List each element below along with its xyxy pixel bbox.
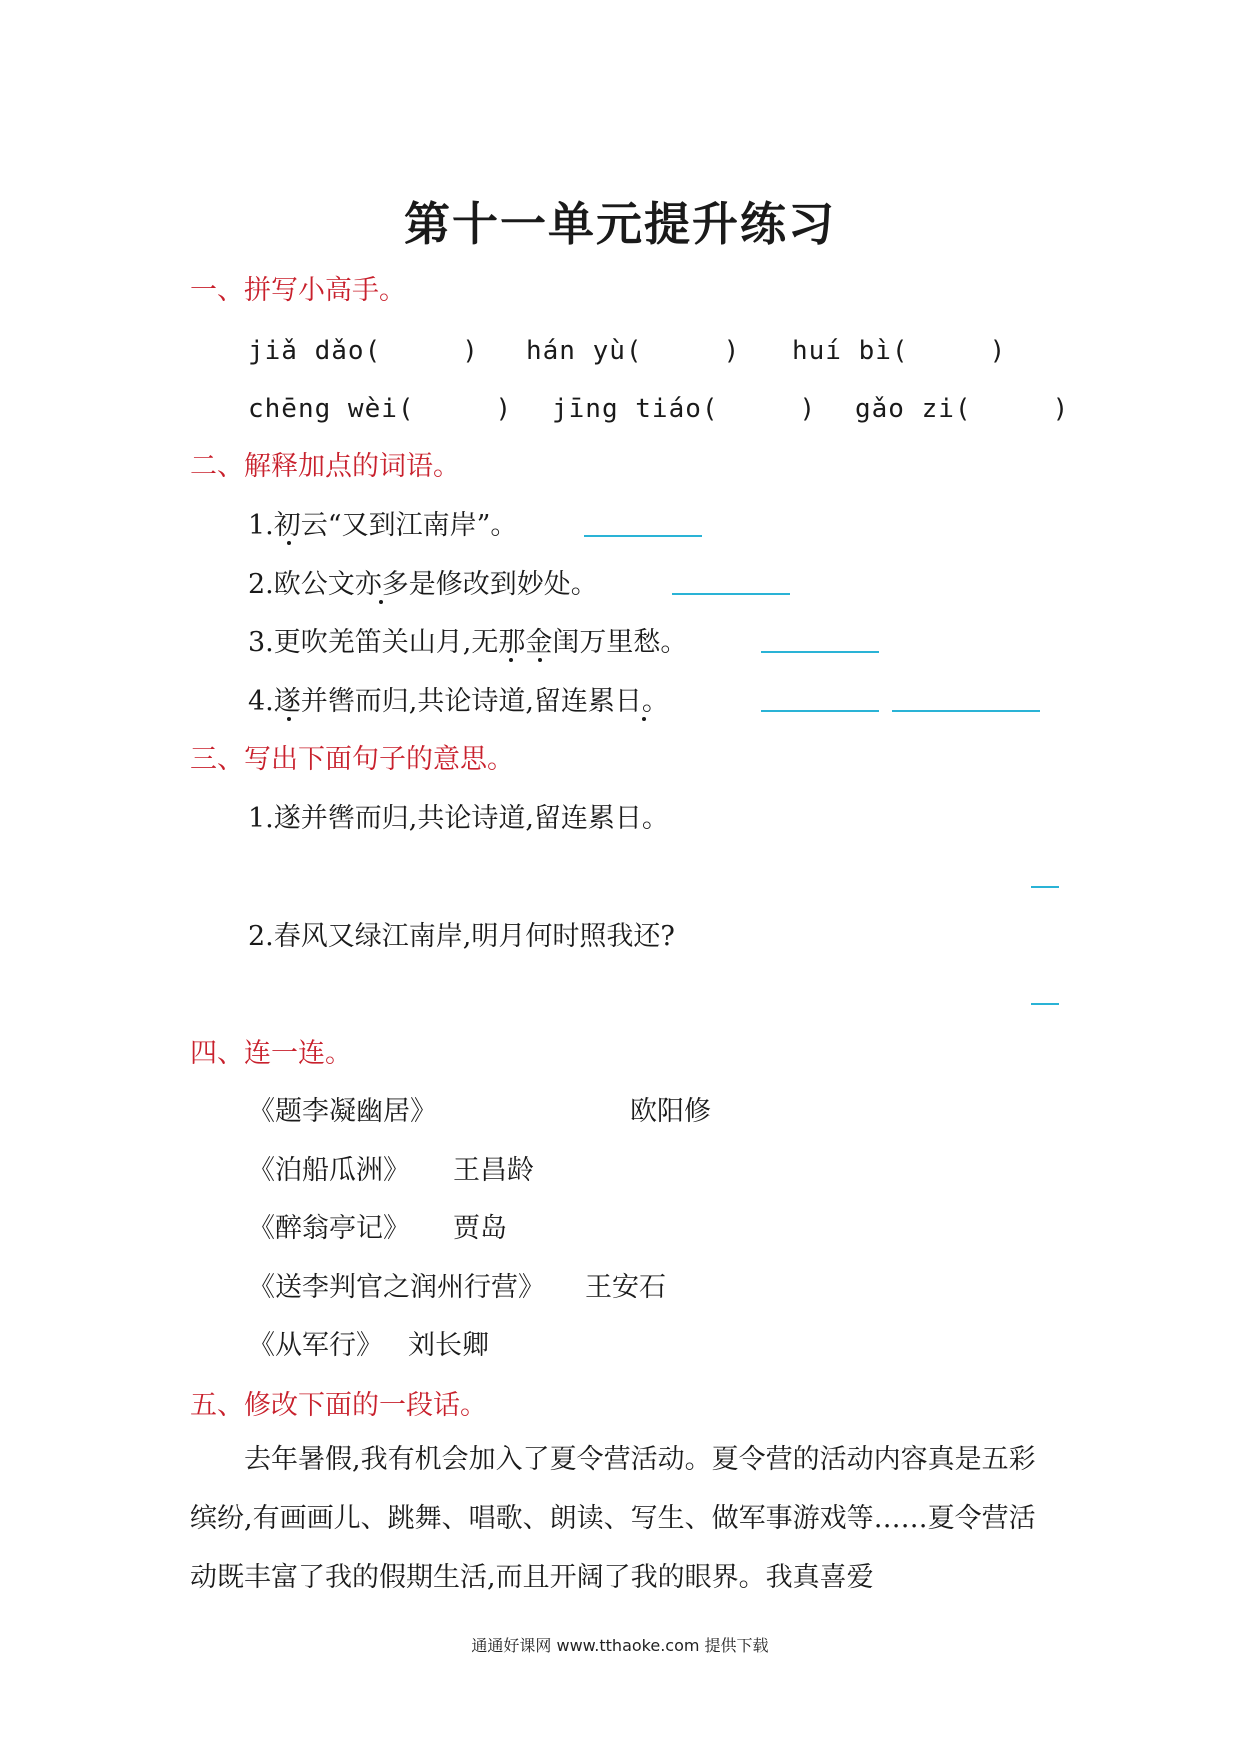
section-1-heading: 一、拼写小高手。 — [190, 275, 406, 306]
match-poem[interactable]: 《从军行》 — [248, 1330, 383, 1361]
match-author[interactable]: 刘长卿 — [408, 1330, 489, 1361]
match-author[interactable]: 欧阳修 — [630, 1096, 711, 1127]
translate-question-1: 1.遂并辔而归,共论诗道,留连累日。 — [248, 803, 669, 834]
pinyin-item: chēng wèi( ) — [248, 394, 513, 424]
emphasis-dot — [538, 658, 542, 662]
explain-question-4: 4.遂并辔而归,共论诗道,留连累日。 — [248, 686, 669, 717]
match-author[interactable]: 王安石 — [585, 1272, 666, 1303]
emphasis-dot — [379, 600, 383, 604]
section-3-heading: 三、写出下面句子的意思。 — [190, 744, 514, 775]
footer-source: 通通好课网 www.tthaoke.com 提供下载 — [471, 1636, 769, 1655]
match-poem[interactable]: 《送李判官之润州行营》 — [248, 1272, 545, 1303]
translate-question-2: 2.春风又绿江南岸,明月何时照我还? — [248, 921, 675, 952]
pinyin-item: gǎo zi( ) — [855, 394, 1070, 424]
match-author[interactable]: 王昌龄 — [453, 1155, 534, 1186]
emphasis-dot — [287, 541, 291, 545]
explain-question-1: 1.初云“又到江南岸”。 — [248, 510, 518, 541]
section-4-heading: 四、连一连。 — [190, 1038, 352, 1069]
pinyin-item: hán yù( ) — [526, 336, 741, 366]
section-2-heading: 二、解释加点的词语。 — [190, 451, 460, 482]
answer-blank[interactable] — [672, 593, 790, 595]
match-poem[interactable]: 《醉翁亭记》 — [248, 1213, 410, 1244]
explain-question-2: 2.欧公文亦多是修改到妙处。 — [248, 569, 598, 600]
pinyin-item: jiǎ dǎo( ) — [248, 336, 479, 366]
answer-line[interactable] — [1031, 886, 1059, 888]
match-poem[interactable]: 《泊船瓜洲》 — [248, 1155, 410, 1186]
match-author[interactable]: 贾岛 — [453, 1213, 507, 1244]
pinyin-item: jīng tiáo( ) — [552, 394, 817, 424]
emphasis-dot — [509, 658, 513, 662]
answer-blank[interactable] — [761, 710, 879, 712]
explain-question-3: 3.更吹羌笛关山月,无那金闺万里愁。 — [248, 627, 688, 658]
revise-paragraph — [190, 1430, 1052, 1607]
pinyin-item: huí bì( ) — [792, 336, 1007, 366]
answer-line[interactable] — [1031, 1003, 1059, 1005]
paragraph-text: 去年暑假,我有机会加入了夏令营活动。夏令营的活动内容真是五彩缤纷,有画画儿、跳舞、唱歌、朗读、写生、做军事游戏等……夏令营活动既丰富了我的假期生活,而且开阔了我的眼界。我真喜爱 — [190, 1444, 1036, 1593]
section-5-heading: 五、修改下面的一段话。 — [190, 1390, 487, 1421]
answer-blank[interactable] — [761, 651, 879, 653]
emphasis-dot — [642, 717, 646, 721]
answer-blank[interactable] — [584, 535, 702, 537]
match-poem[interactable]: 《题李凝幽居》 — [248, 1096, 437, 1127]
emphasis-dot — [287, 717, 291, 721]
page-title: 第十一单元提升练习 — [404, 197, 836, 251]
answer-blank[interactable] — [892, 710, 1040, 712]
